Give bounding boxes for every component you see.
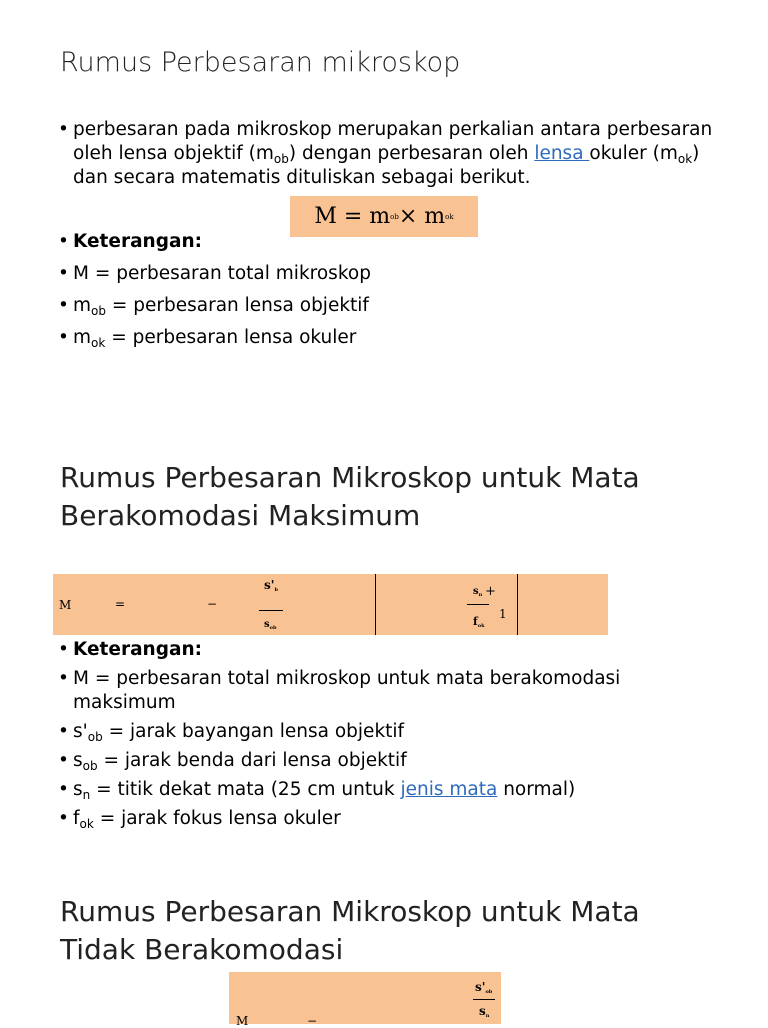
intro-text-2: ) dengan perbesaran oleh [288,143,535,164]
intro-sub-ok: ok [677,152,693,166]
intro-text-4: ) dan secara matematis dituliskan sebagai berikut. [73,143,700,188]
formula2-f-ok: fok [473,615,485,629]
keterangan2-sob: • $s_{ob}$ = jarak benda dari lensa objektif [58,749,738,773]
intro-text-3: okuler (m [589,143,678,164]
formula3-fraction-line [473,999,495,1000]
formula2-s-prime: s'b [264,578,278,593]
intro-bullet [58,118,738,190]
formula3-s-prime: s'ob [475,980,493,995]
slide-title-berakomodasi-maksimum: Rumus Perbesaran Mikroskop untuk Mata Berakomodasi Maksimum [60,461,640,532]
formula2-plus: + [485,584,496,599]
formula1-op: × m [398,204,446,229]
formula2-fraction-line-2 [467,604,489,605]
keterangan2-m: • M = perbesaran total mikroskop untuk mata berakomodasi maksimum [58,667,738,715]
keterangan-list-2 [58,638,738,836]
intro-list [58,118,738,190]
formula1-sub-ob: ob [390,212,399,221]
formula1-lhs: M = m [314,204,391,229]
formula2-fraction-line [259,610,283,611]
keterangan2-sn: • $s_n$ = titik dekat mata (25 cm untuk jenis mata normal) [58,778,738,802]
formula-berakomodasi-maksimum [53,574,608,635]
keterangan-heading: • Keterangan: [58,230,738,262]
jenis-mata-link[interactable]: jenis mata [400,779,498,800]
keterangan-mok: • $m_{ok}$ = perbesaran lensa okuler [58,326,738,358]
formula2-eq: = [115,597,126,611]
keterangan-m: • M = perbesaran total mikroskop [58,262,738,294]
formula2-m: M [59,598,72,612]
formula2-s-ob: $s_{ob}$ [264,619,277,631]
formula3-m: M [236,1014,249,1028]
formula2-divider-right [517,574,518,635]
slide-title-tidak-berakomodasi: Rumus Perbesaran Mikroskop untuk Mata Tidak Berakomodasi [60,895,640,966]
formula3-s-n: sn [479,1004,490,1019]
formula2-divider-left [375,574,376,635]
keterangan-list-1 [58,230,738,358]
lensa-link[interactable]: lensa [534,143,590,164]
keterangan2-fok: • $f_{ok}$ = jarak fokus lensa okuler [58,807,738,831]
intro-sub-ob: ob [273,152,289,166]
formula2-minus: − [207,597,218,611]
formula1-sub-ok: ok [445,212,454,221]
formula2-one: 1 [499,607,507,621]
formula3-minus: − [307,1014,318,1028]
keterangan2-heading: • Keterangan: [58,638,738,662]
keterangan-mob: • $m_{ob}$ = perbesaran lensa objektif [58,294,738,326]
slide-title-perbesaran-mikroskop: Rumus Perbesaran mikroskop [60,47,461,78]
formula2-s-n: $s_n$ [473,586,483,598]
formula-tidak-berakomodasi [229,972,501,1028]
intro-text-1: perbesaran pada mikroskop merupakan perkalian antara perbesaran oleh lensa objektif (m [73,119,713,164]
keterangan2-sob-prime: • $s'_{ob}$ = jarak bayangan lensa objektif [58,720,738,744]
